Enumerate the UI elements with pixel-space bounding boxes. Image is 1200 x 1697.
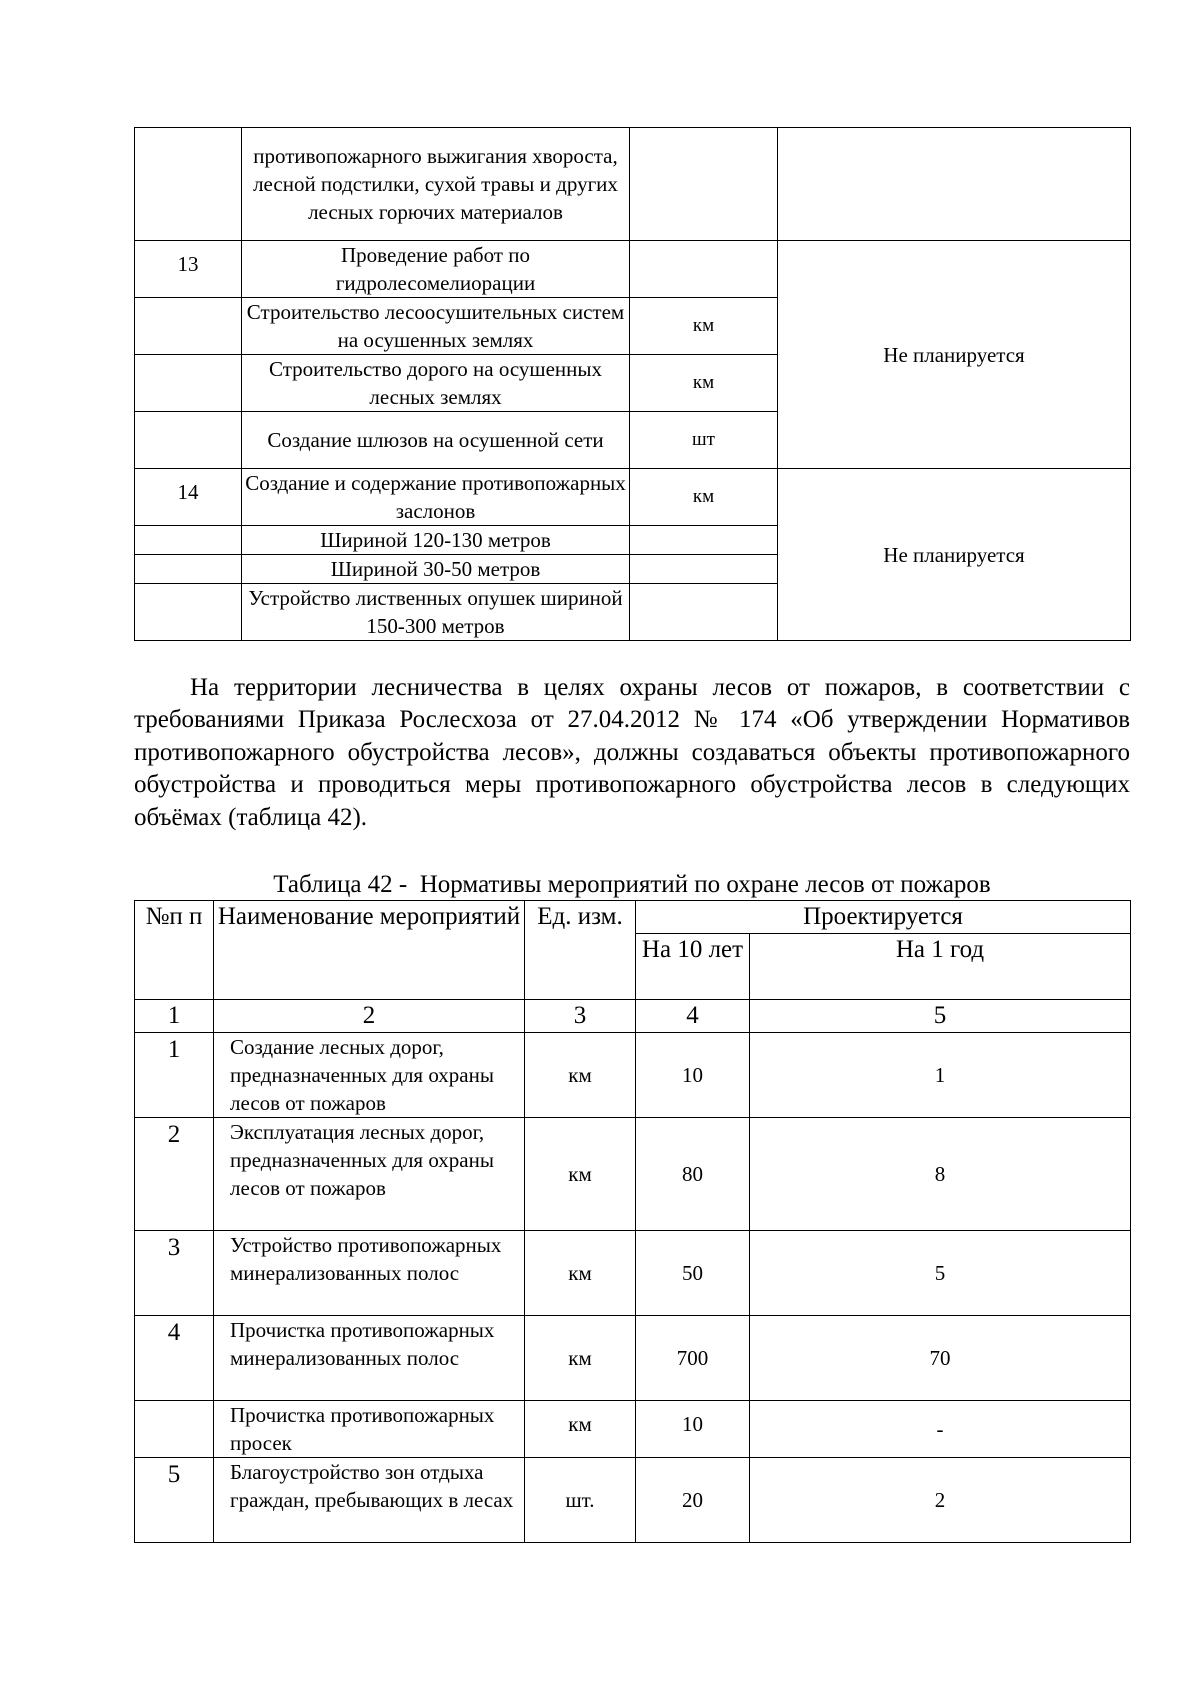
row-number: 4 [135,1316,214,1401]
activity-name: Создание шлюзов на осушенной сети [242,412,630,469]
unit-cell: км [525,1118,636,1231]
row-number: 14 [135,469,242,526]
unit-cell [630,555,778,584]
activity-name: Устройство противопожарных минерализованных полос [214,1231,525,1316]
activity-name: Устройство лиственных опушек шириной 150-300 метров [242,584,630,641]
column-index: 3 [525,1000,636,1033]
table-row [135,469,1131,526]
header-projected: Проектируется [636,901,1131,934]
activity-name: Строительство дорого на осушенных лесных землях [242,355,630,412]
row-number [135,526,242,555]
row-number: 3 [135,1231,214,1316]
column-index: 5 [750,1000,1131,1033]
column-index: 4 [636,1000,750,1033]
fire-protection-norms-table [134,900,1131,1543]
header-unit: Ед. изм. [525,901,636,1000]
unit-cell: км [525,1231,636,1316]
one-year-value: 70 [750,1316,1131,1401]
table-row [135,1231,1131,1316]
ten-years-value: 80 [636,1118,750,1231]
row-number: 5 [135,1458,214,1543]
one-year-value: 2 [750,1458,1131,1543]
header-one-year: На 1 год [750,934,1131,1000]
unit-cell [630,526,778,555]
row-number [135,1401,214,1458]
row-number [135,355,242,412]
ten-years-value: 20 [636,1458,750,1543]
header-row [135,901,1131,934]
unit-cell [630,128,778,241]
unit-cell [630,241,778,298]
header-ten-years: На 10 лет [636,934,750,1000]
unit-cell: шт [630,412,778,469]
activity-name: Прочистка противопожарных просек [214,1401,525,1458]
note-not-planned: Не планируется [778,241,1131,469]
header-name: Наименование мероприятий [214,901,525,1000]
row-number [135,555,242,584]
table-row [135,128,1131,241]
body-paragraph: На территории лесничества в целях охраны лесов от пожаров, в соответствии с требованиями Приказа Рослесхоза от 27.04.2012 № 174 «Об утверждении Нормативов противопожарного обустройства лесов», должны создаваться объекты противопожарного обустройства и проводиться меры противопожарного обустройства лесов в следующих объёмах (таблица 42). [134,674,1130,831]
activity-name: Шириной 30-50 метров [242,555,630,584]
activity-name: Благоустройство зон отдыха граждан, пребывающих в лесах [214,1458,525,1543]
header-number: №п п [135,901,214,1000]
activity-name: Создание лесных дорог, предназначенных для охраны лесов от пожаров [214,1033,525,1118]
unit-cell: км [525,1401,636,1458]
table-row [135,1118,1131,1231]
activity-name: Проведение работ по гидролесомелиорации [242,241,630,298]
unit-cell: км [525,1316,636,1401]
activity-name: Эксплуатация лесных дорог, предназначенных для охраны лесов от пожаров [214,1118,525,1231]
row-number: 1 [135,1033,214,1118]
activity-name: Создание и содержание противопожарных заслонов [242,469,630,526]
ten-years-value: 700 [636,1316,750,1401]
unit-cell: км [630,469,778,526]
row-number [135,128,242,241]
ten-years-value: 10 [636,1033,750,1118]
one-year-value: 8 [750,1118,1131,1231]
one-year-value: 1 [750,1033,1131,1118]
activity-name: противопожарного выжигания хвороста, лесной подстилки, сухой травы и других лесных горючих материалов [242,128,630,241]
table-row [135,241,1131,298]
row-number [135,584,242,641]
index-row [135,1000,1131,1033]
row-number: 13 [135,241,242,298]
unit-cell [630,584,778,641]
table-caption: Таблица 42 - Нормативы мероприятий по охране лесов от пожаров [273,871,991,898]
column-index: 1 [135,1000,214,1033]
one-year-value: - [750,1401,1131,1458]
table-row [135,1401,1131,1458]
continued-activities-table [134,127,1131,641]
unit-cell: шт. [525,1458,636,1543]
unit-cell: км [525,1033,636,1118]
ten-years-value: 50 [636,1231,750,1316]
unit-cell: км [630,355,778,412]
row-number [135,412,242,469]
column-index: 2 [214,1000,525,1033]
row-number: 2 [135,1118,214,1231]
activity-name: Шириной 120-130 метров [242,526,630,555]
note-not-planned: Не планируется [778,469,1131,641]
table-row [135,1458,1131,1543]
activity-name: Прочистка противопожарных минерализованных полос [214,1316,525,1401]
unit-cell: км [630,298,778,355]
table-row [135,1316,1131,1401]
row-number [135,298,242,355]
note-cell [778,128,1131,241]
activity-name: Строительство лесоосушительных систем на осушенных землях [242,298,630,355]
ten-years-value: 10 [636,1401,750,1458]
one-year-value: 5 [750,1231,1131,1316]
table-row [135,1033,1131,1118]
